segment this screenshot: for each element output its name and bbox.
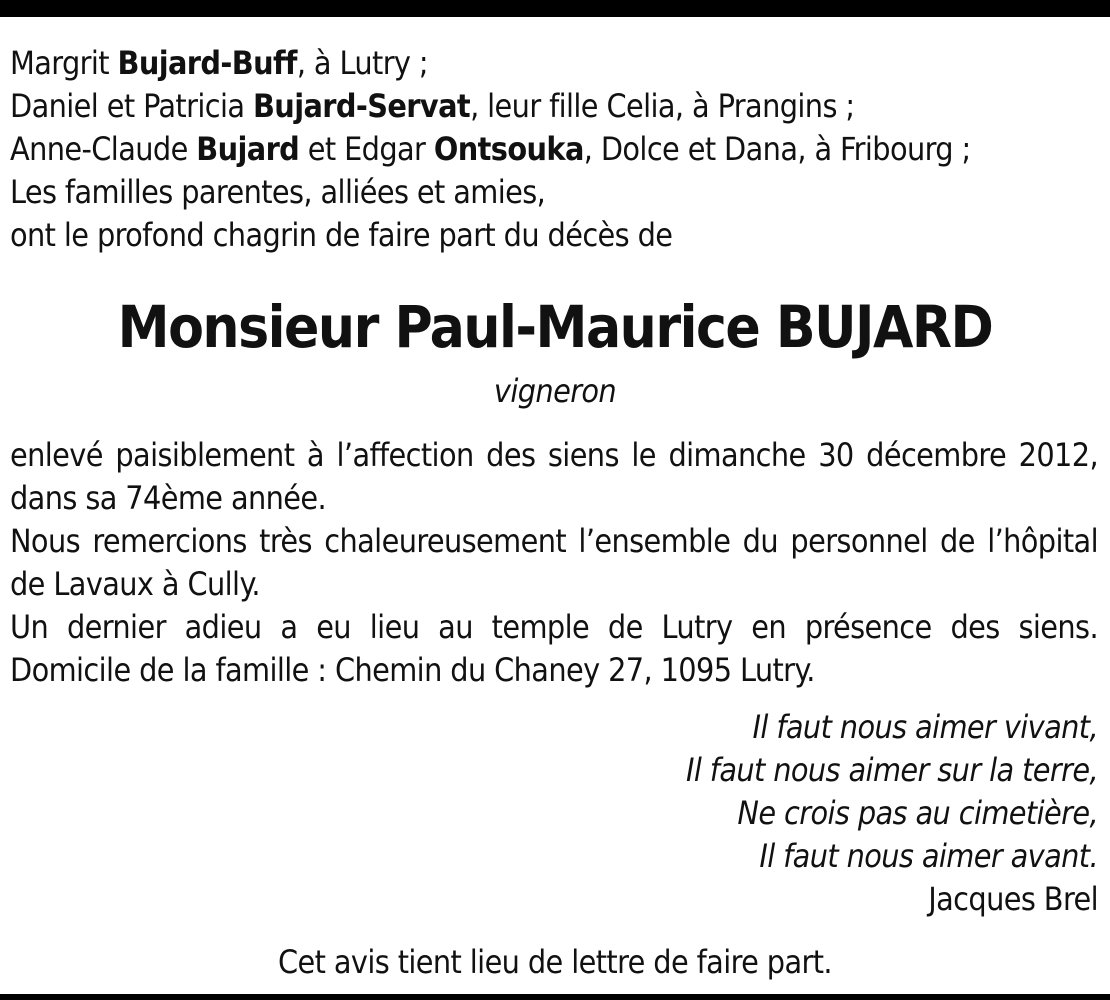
family-line-1-after: , à Lutry ; bbox=[296, 44, 429, 82]
body-paragraph-1: enlevé paisiblement à l’affection des siens le dimanche 30 décembre 2012, dans sa 74ème année. bbox=[10, 436, 1098, 517]
deceased-name: Monsieur Paul-Maurice BUJARD bbox=[117, 293, 993, 361]
footer-note: Cet avis tient lieu de lettre de faire part. bbox=[278, 943, 832, 981]
family-line-1-before: Margrit bbox=[10, 44, 118, 82]
family-line-1-surname: Bujard-Buff bbox=[117, 44, 297, 82]
poem-quote bbox=[398, 706, 1098, 921]
family-line-3-after: , Dolce et Dana, à Fribourg ; bbox=[583, 130, 971, 168]
bottom-border-rule bbox=[0, 994, 1110, 1000]
poem-verse-4: Il faut nous aimer avant. bbox=[759, 837, 1098, 875]
family-line-4: Les familles parentes, alliées et amies, bbox=[10, 173, 546, 211]
poem-author: Jacques Brel bbox=[928, 880, 1098, 918]
poem-verse-2: Il faut nous aimer sur la terre, bbox=[685, 751, 1098, 789]
family-line-1 bbox=[10, 42, 1098, 85]
family-line-3-surname: Bujard bbox=[196, 130, 300, 168]
family-line-2-after: , leur fille Celia, à Prangins ; bbox=[470, 87, 855, 125]
family-line-2-surname: Bujard-Servat bbox=[252, 87, 471, 125]
family-line-2-before: Daniel et Patricia bbox=[10, 87, 253, 125]
announcement-body bbox=[10, 434, 1098, 692]
body-paragraph-3: Un dernier adieu a eu lieu au temple de Lutry en présence des siens. bbox=[10, 608, 1098, 646]
family-line-3-surname-2: Ontsouka bbox=[433, 130, 584, 168]
family-line-3 bbox=[10, 128, 1098, 171]
family-line-5: ont le profond chagrin de faire part du décès de bbox=[10, 216, 673, 254]
body-paragraph-4: Domicile de la famille : Chemin du Chaney 27, 1095 Lutry. bbox=[10, 651, 815, 689]
top-border-rule bbox=[0, 0, 1110, 17]
deceased-profession: vigneron bbox=[493, 372, 617, 410]
body-paragraph-2: Nous remercions très chaleureusement l’ensemble du personnel de l’hôpital de Lavaux à Cully. bbox=[10, 522, 1098, 603]
poem-verse-1: Il faut nous aimer vivant, bbox=[752, 708, 1098, 746]
poem-verse-3: Ne crois pas au cimetière, bbox=[737, 794, 1098, 832]
family-line-2 bbox=[10, 85, 1098, 128]
family-line-3-before: Anne-Claude bbox=[10, 130, 197, 168]
family-line-3-middle: et Edgar bbox=[299, 130, 434, 168]
family-announcement bbox=[10, 42, 1098, 257]
